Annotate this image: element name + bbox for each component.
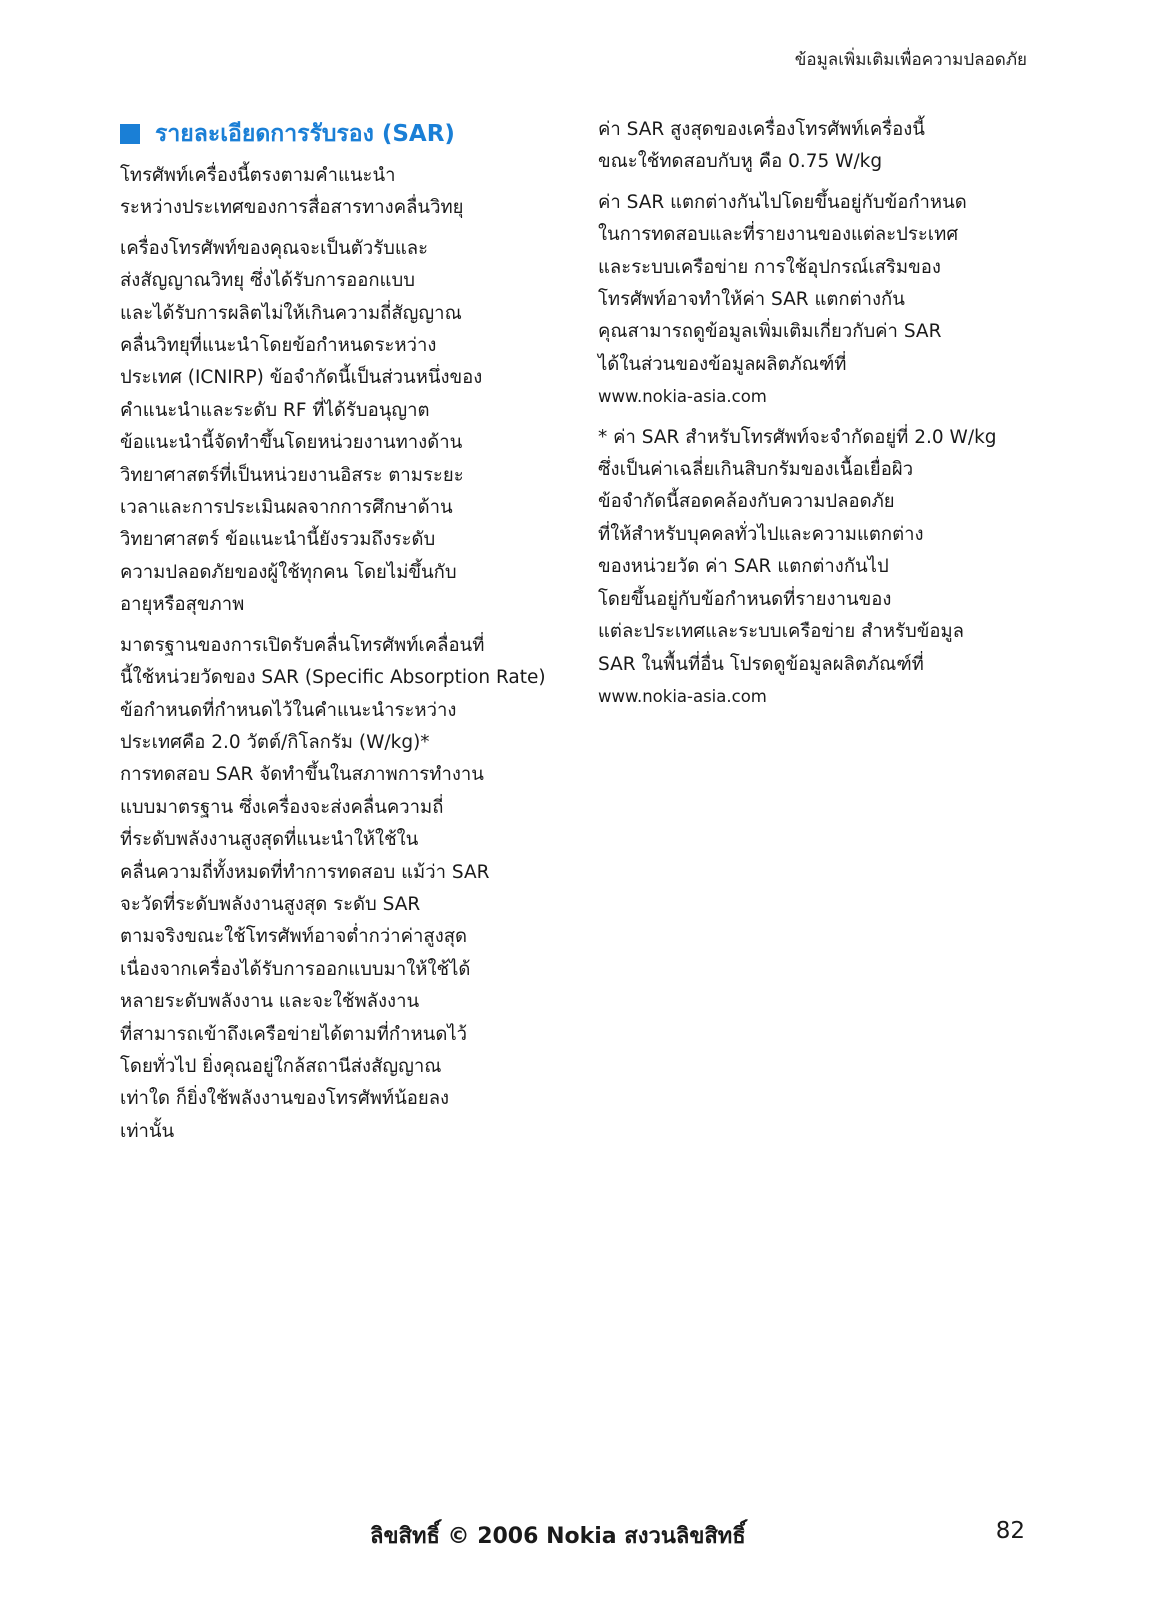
heading-square-icon bbox=[120, 124, 140, 144]
text-line: มาตรฐานของการเปิดรับคลื่นโทรศัพท์เคลื่อนที่ bbox=[120, 634, 485, 656]
page-footer bbox=[0, 1518, 1155, 1552]
text-line: เวลาและการประเมินผลจากการศึกษาด้าน bbox=[120, 497, 453, 519]
page-number: 82 bbox=[995, 1518, 1025, 1544]
footer-copyright: ลิขสิทธิ์ © 2006 Nokia สงวนลิขสิทธิ์ bbox=[370, 1524, 746, 1549]
section-heading bbox=[120, 114, 560, 154]
running-header: ข้อมูลเพิ่มเติมเพื่อความปลอดภัย bbox=[794, 50, 1027, 70]
text-line: ของหน่วยวัด ค่า SAR แตกต่างกันไป bbox=[598, 556, 889, 578]
text-line: คุณสามารถดูข้อมูลเพิ่มเติมเกี่ยวกับค่า SAR bbox=[598, 321, 942, 343]
text-line: ข้อกำหนดที่กำหนดไว้ในคำแนะนำระหว่าง bbox=[120, 699, 457, 721]
text-line: เนื่องจากเครื่องได้รับการออกแบบมาให้ใช้ได้ bbox=[120, 958, 471, 980]
paragraph bbox=[120, 160, 560, 225]
text-line: แบบมาตรฐาน ซึ่งเครื่องจะส่งคลื่นความถี่ bbox=[120, 796, 444, 818]
url-link[interactable]: www.nokia-asia.com bbox=[598, 686, 767, 706]
text-line: เท่านั้น bbox=[120, 1120, 175, 1142]
text-line: ตามจริงขณะใช้โทรศัพท์อาจต่ำกว่าค่าสูงสุด bbox=[120, 926, 468, 948]
text-line: ขณะใช้ทดสอบกับหู คือ 0.75 W/kg bbox=[598, 151, 883, 173]
paragraph bbox=[598, 114, 1038, 179]
text-line: ซึ่งเป็นค่าเฉลี่ยเกินสิบกรัมของเนื้อเยื่อผิว bbox=[598, 459, 914, 481]
text-line: และได้รับการผลิตไม่ให้เกินความถี่สัญญาณ bbox=[120, 302, 462, 324]
text-line: เท่าใด ก็ยิ่งใช้พลังงานของโทรศัพท์น้อยลง bbox=[120, 1088, 450, 1110]
text-line: ความปลอดภัยของผู้ใช้ทุกคน โดยไม่ขึ้นกับ bbox=[120, 561, 457, 583]
text-line: การทดสอบ SAR จัดทำขึ้นในสภาพการทำงาน bbox=[120, 764, 484, 786]
left-paragraphs bbox=[120, 160, 560, 1148]
right-column bbox=[598, 114, 1038, 721]
text-line: คลื่นวิทยุที่แนะนำโดยข้อกำหนดระหว่าง bbox=[120, 335, 437, 357]
text-line: โดยทั่วไป ยิ่งคุณอยู่ใกล้สถานีส่งสัญญาณ bbox=[120, 1055, 442, 1077]
text-line: นี้ใช้หน่วยวัดของ SAR (Specific Absorption Rate) bbox=[120, 667, 546, 689]
text-line: ส่งสัญญาณวิทยุ ซึ่งได้รับการออกแบบ bbox=[120, 270, 415, 292]
text-line: วิทยาศาสตร์ที่เป็นหน่วยงานอิสระ ตามระยะ bbox=[120, 464, 464, 486]
text-line: ประเทศ (ICNIRP) ข้อจำกัดนี้เป็นส่วนหนึ่งของ bbox=[120, 367, 483, 389]
paragraph bbox=[120, 233, 560, 622]
text-line: ค่า SAR สูงสุดของเครื่องโทรศัพท์เครื่องนี้ bbox=[598, 119, 925, 140]
text-line: แต่ละประเทศและระบบเครือข่าย สำหรับข้อมูล bbox=[598, 621, 964, 643]
right-paragraphs bbox=[598, 114, 1038, 713]
text-line: โทรศัพท์อาจทำให้ค่า SAR แตกต่างกัน bbox=[598, 289, 905, 311]
text-line: วิทยาศาสตร์ ข้อแนะนำนี้ยังรวมถึงระดับ bbox=[120, 529, 436, 551]
text-line: อายุหรือสุขภาพ bbox=[120, 594, 245, 616]
text-line: * ค่า SAR สำหรับโทรศัพท์จะจำกัดอยู่ที่ 2.0 W/kg bbox=[598, 426, 997, 448]
text-line: ที่ให้สำหรับบุคคลทั่วไปและความแตกต่าง bbox=[598, 523, 924, 545]
text-line: ในการทดสอบและที่รายงานของแต่ละประเทศ bbox=[598, 224, 959, 246]
text-line: หลายระดับพลังงาน และจะใช้พลังงาน bbox=[120, 991, 420, 1013]
text-line: จะวัดที่ระดับพลังงานสูงสุด ระดับ SAR bbox=[120, 893, 421, 915]
left-column bbox=[120, 114, 560, 1156]
text-line: เครื่องโทรศัพท์ของคุณจะเป็นตัวรับและ bbox=[120, 237, 429, 259]
text-line: ระหว่างประเทศของการสื่อสารทางคลื่นวิทยุ bbox=[120, 197, 464, 219]
text-line: ค่า SAR แตกต่างกันไปโดยขึ้นอยู่กับข้อกำหนด bbox=[598, 191, 967, 213]
text-line: SAR ในพื้นที่อื่น โปรดดูข้อมูลผลิตภัณฑ์ที่ bbox=[598, 653, 924, 675]
text-line: ได้ในส่วนของข้อมูลผลิตภัณฑ์ที่ bbox=[598, 353, 847, 375]
text-line: และระบบเครือข่าย การใช้อุปกรณ์เสริมของ bbox=[598, 256, 941, 278]
text-line: ที่ระดับพลังงานสูงสุดที่แนะนำให้ใช้ใน bbox=[120, 829, 419, 851]
text-line: โทรศัพท์เครื่องนี้ตรงตามคำแนะนำ bbox=[120, 165, 396, 186]
text-line: ข้อจำกัดนี้สอดคล้องกับความปลอดภัย bbox=[598, 491, 895, 513]
section-title: รายละเอียดการรับรอง (SAR) bbox=[155, 120, 455, 147]
url-link[interactable]: www.nokia-asia.com bbox=[598, 387, 767, 407]
text-line: ที่สามารถเข้าถึงเครือข่ายได้ตามที่กำหนดไว้ bbox=[120, 1023, 468, 1045]
text-line: ข้อแนะนำนี้จัดทำขึ้นโดยหน่วยงานทางด้าน bbox=[120, 432, 463, 454]
text-line: คำแนะนำและระดับ RF ที่ได้รับอนุญาต bbox=[120, 399, 430, 421]
text-line: ประเทศคือ 2.0 วัตต์/กิโลกรัม (W/kg)* bbox=[120, 731, 430, 753]
paragraph bbox=[120, 630, 560, 1149]
text-line: คลื่นความถี่ทั้งหมดที่ทำการทดสอบ แม้ว่า SAR bbox=[120, 861, 490, 883]
text-line: โดยขึ้นอยู่กับข้อกำหนดที่รายงานของ bbox=[598, 588, 892, 610]
paragraph bbox=[598, 187, 1038, 414]
paragraph bbox=[598, 422, 1038, 714]
